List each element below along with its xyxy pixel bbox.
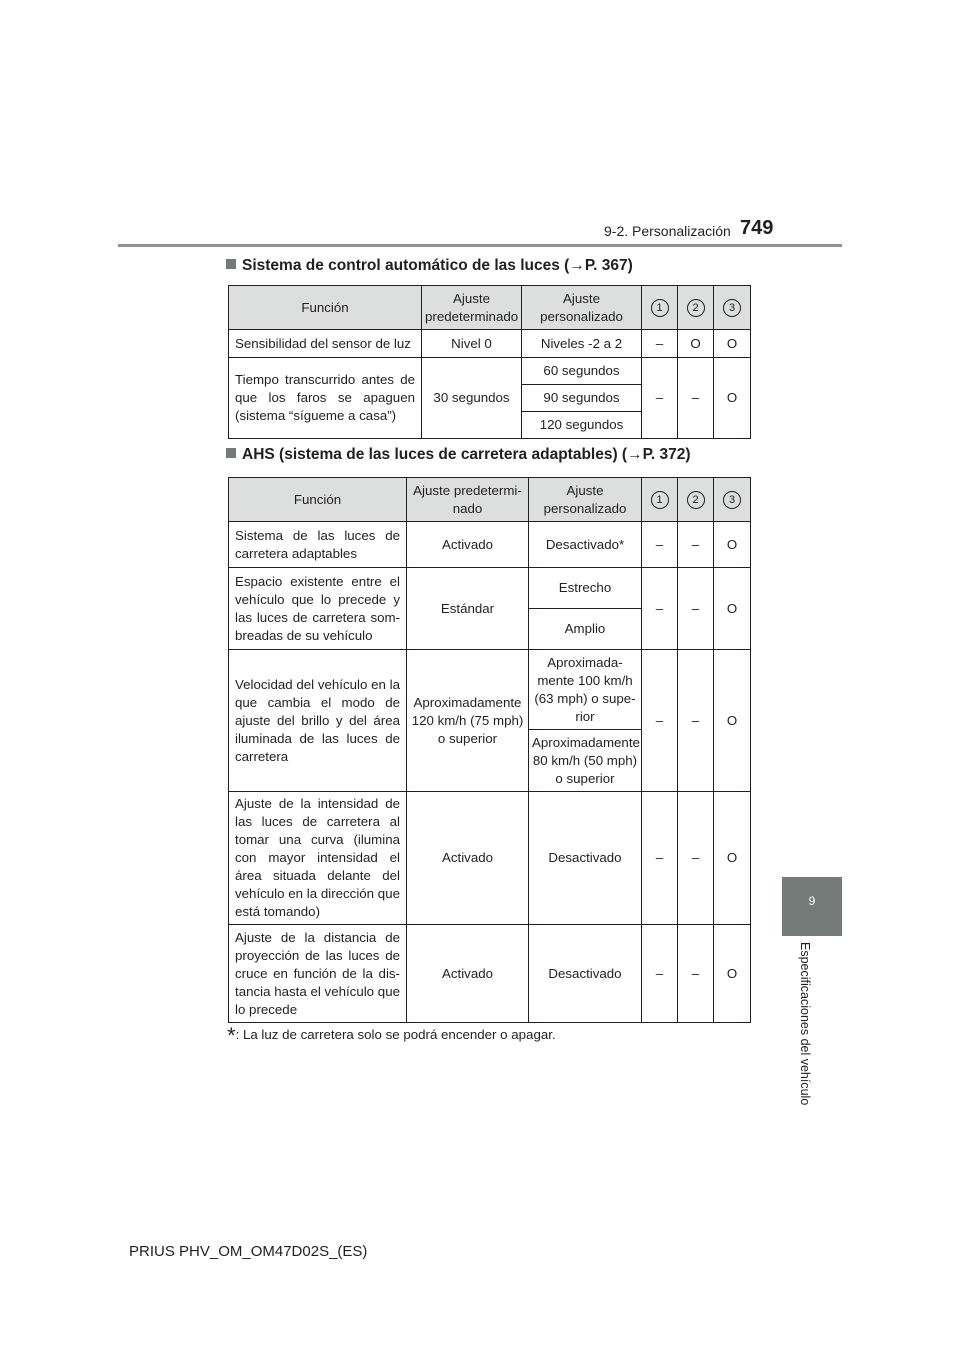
default-cell: Aproximadamente 120 km/h (75 mph) o superior	[407, 650, 529, 792]
ahs-table	[228, 477, 751, 1023]
column-header	[642, 478, 678, 522]
col2-cell: O	[678, 330, 714, 358]
number-1-icon: 1	[651, 491, 669, 509]
function-cell: Velocidad del vehículo en la que cambia el modo de ajuste del brillo y del área iluminada de las luces de carretera	[229, 650, 407, 792]
custom-cell: Aproximada-mente 100 km/h (63 mph) o supe-rior	[529, 650, 642, 730]
col2-cell: –	[678, 925, 714, 1023]
column-header: Función	[229, 286, 422, 330]
custom-cell: Desactivado	[529, 925, 642, 1023]
custom-cell: Estrecho	[529, 568, 642, 609]
table-row	[229, 358, 751, 385]
square-bullet-icon	[226, 448, 236, 458]
table-row	[229, 568, 751, 609]
default-cell: 30 segundos	[422, 358, 522, 439]
number-2-icon: 2	[687, 299, 705, 317]
number-3-icon: 3	[723, 299, 741, 317]
custom-cell: Aproximadamente 80 km/h (50 mph) o superior	[529, 730, 642, 792]
column-header	[642, 286, 678, 330]
function-cell: Ajuste de la distancia de proyección de las luces de cruce en función de la dis-tancia hasta el vehículo que lo precede	[229, 925, 407, 1023]
default-cell: Activado	[407, 792, 529, 925]
default-cell: Activado	[407, 925, 529, 1023]
table-header-row	[229, 478, 751, 522]
table-row	[229, 330, 751, 358]
col1-cell: –	[642, 522, 678, 568]
section2-title-text: AHS (sistema de las luces de carretera adaptables) (→P. 372)	[242, 446, 691, 463]
footnote-mark: *	[227, 1023, 236, 1048]
default-cell: Nivel 0	[422, 330, 522, 358]
custom-cell: 60 segundos	[522, 358, 642, 385]
column-header	[714, 478, 751, 522]
custom-cell: Desactivado*	[529, 522, 642, 568]
column-header	[714, 286, 751, 330]
function-cell: Tiempo transcurrido antes de que los faros se apaguen (sistema “sígueme a casa”)	[229, 358, 422, 439]
custom-cell: 90 segundos	[522, 385, 642, 412]
col2-cell: –	[678, 358, 714, 439]
chapter-tab: 9	[782, 877, 842, 936]
custom-cell: Amplio	[529, 609, 642, 650]
column-header: Ajuste predeterminado	[422, 286, 522, 330]
section-heading: 9-2. Personalización	[604, 223, 731, 239]
col1-cell: –	[642, 568, 678, 650]
number-3-icon: 3	[723, 491, 741, 509]
col3-cell: O	[714, 792, 751, 925]
function-cell: Sensibilidad del sensor de luz	[229, 330, 422, 358]
footnote	[227, 1023, 556, 1049]
section1-title	[226, 257, 633, 275]
col3-cell: O	[714, 522, 751, 568]
number-2-icon: 2	[687, 491, 705, 509]
table-row	[229, 522, 751, 568]
footnote-text: : La luz de carretera solo se podrá encender o apagar.	[235, 1027, 556, 1042]
column-header: Ajuste predetermi-nado	[407, 478, 529, 522]
square-bullet-icon	[226, 259, 236, 269]
table-row	[229, 792, 751, 925]
custom-cell: Niveles -2 a 2	[522, 330, 642, 358]
col3-cell: O	[714, 568, 751, 650]
custom-cell: 120 segundos	[522, 412, 642, 439]
function-cell: Ajuste de la intensidad de las luces de carretera al tomar una curva (ilumina con mayor intensidad el área situada delante del vehículo en la dirección que está tomando)	[229, 792, 407, 925]
chapter-label: Especificaciones del vehículo	[798, 942, 812, 1106]
column-header: Ajuste personalizado	[529, 478, 642, 522]
column-header	[678, 478, 714, 522]
column-header: Función	[229, 478, 407, 522]
col2-cell: –	[678, 568, 714, 650]
column-header	[678, 286, 714, 330]
number-1-icon: 1	[651, 299, 669, 317]
col3-cell: O	[714, 925, 751, 1023]
col2-cell: –	[678, 522, 714, 568]
column-header: Ajuste personalizado	[522, 286, 642, 330]
custom-cell: Desactivado	[529, 792, 642, 925]
col1-cell: –	[642, 330, 678, 358]
col1-cell: –	[642, 358, 678, 439]
page-number: 749	[740, 217, 774, 239]
default-cell: Estándar	[407, 568, 529, 650]
col3-cell: O	[714, 330, 751, 358]
col1-cell: –	[642, 925, 678, 1023]
col2-cell: –	[678, 792, 714, 925]
table-row	[229, 650, 751, 730]
col3-cell: O	[714, 650, 751, 792]
function-cell: Espacio existente entre el vehículo que lo precede y las luces de carretera som-breadas de su vehículo	[229, 568, 407, 650]
section2-title	[226, 446, 691, 464]
col3-cell: O	[714, 358, 751, 439]
document-code: PRIUS PHV_OM_OM47D02S_(ES)	[129, 1243, 368, 1260]
col2-cell: –	[678, 650, 714, 792]
col1-cell: –	[642, 650, 678, 792]
function-cell: Sistema de las luces de carretera adaptables	[229, 522, 407, 568]
col1-cell: –	[642, 792, 678, 925]
table-header-row	[229, 286, 751, 330]
automatic-lights-table	[228, 285, 751, 439]
table-row	[229, 925, 751, 1023]
default-cell: Activado	[407, 522, 529, 568]
header-divider	[118, 244, 842, 247]
section1-title-text: Sistema de control automático de las luces (→P. 367)	[242, 257, 633, 274]
